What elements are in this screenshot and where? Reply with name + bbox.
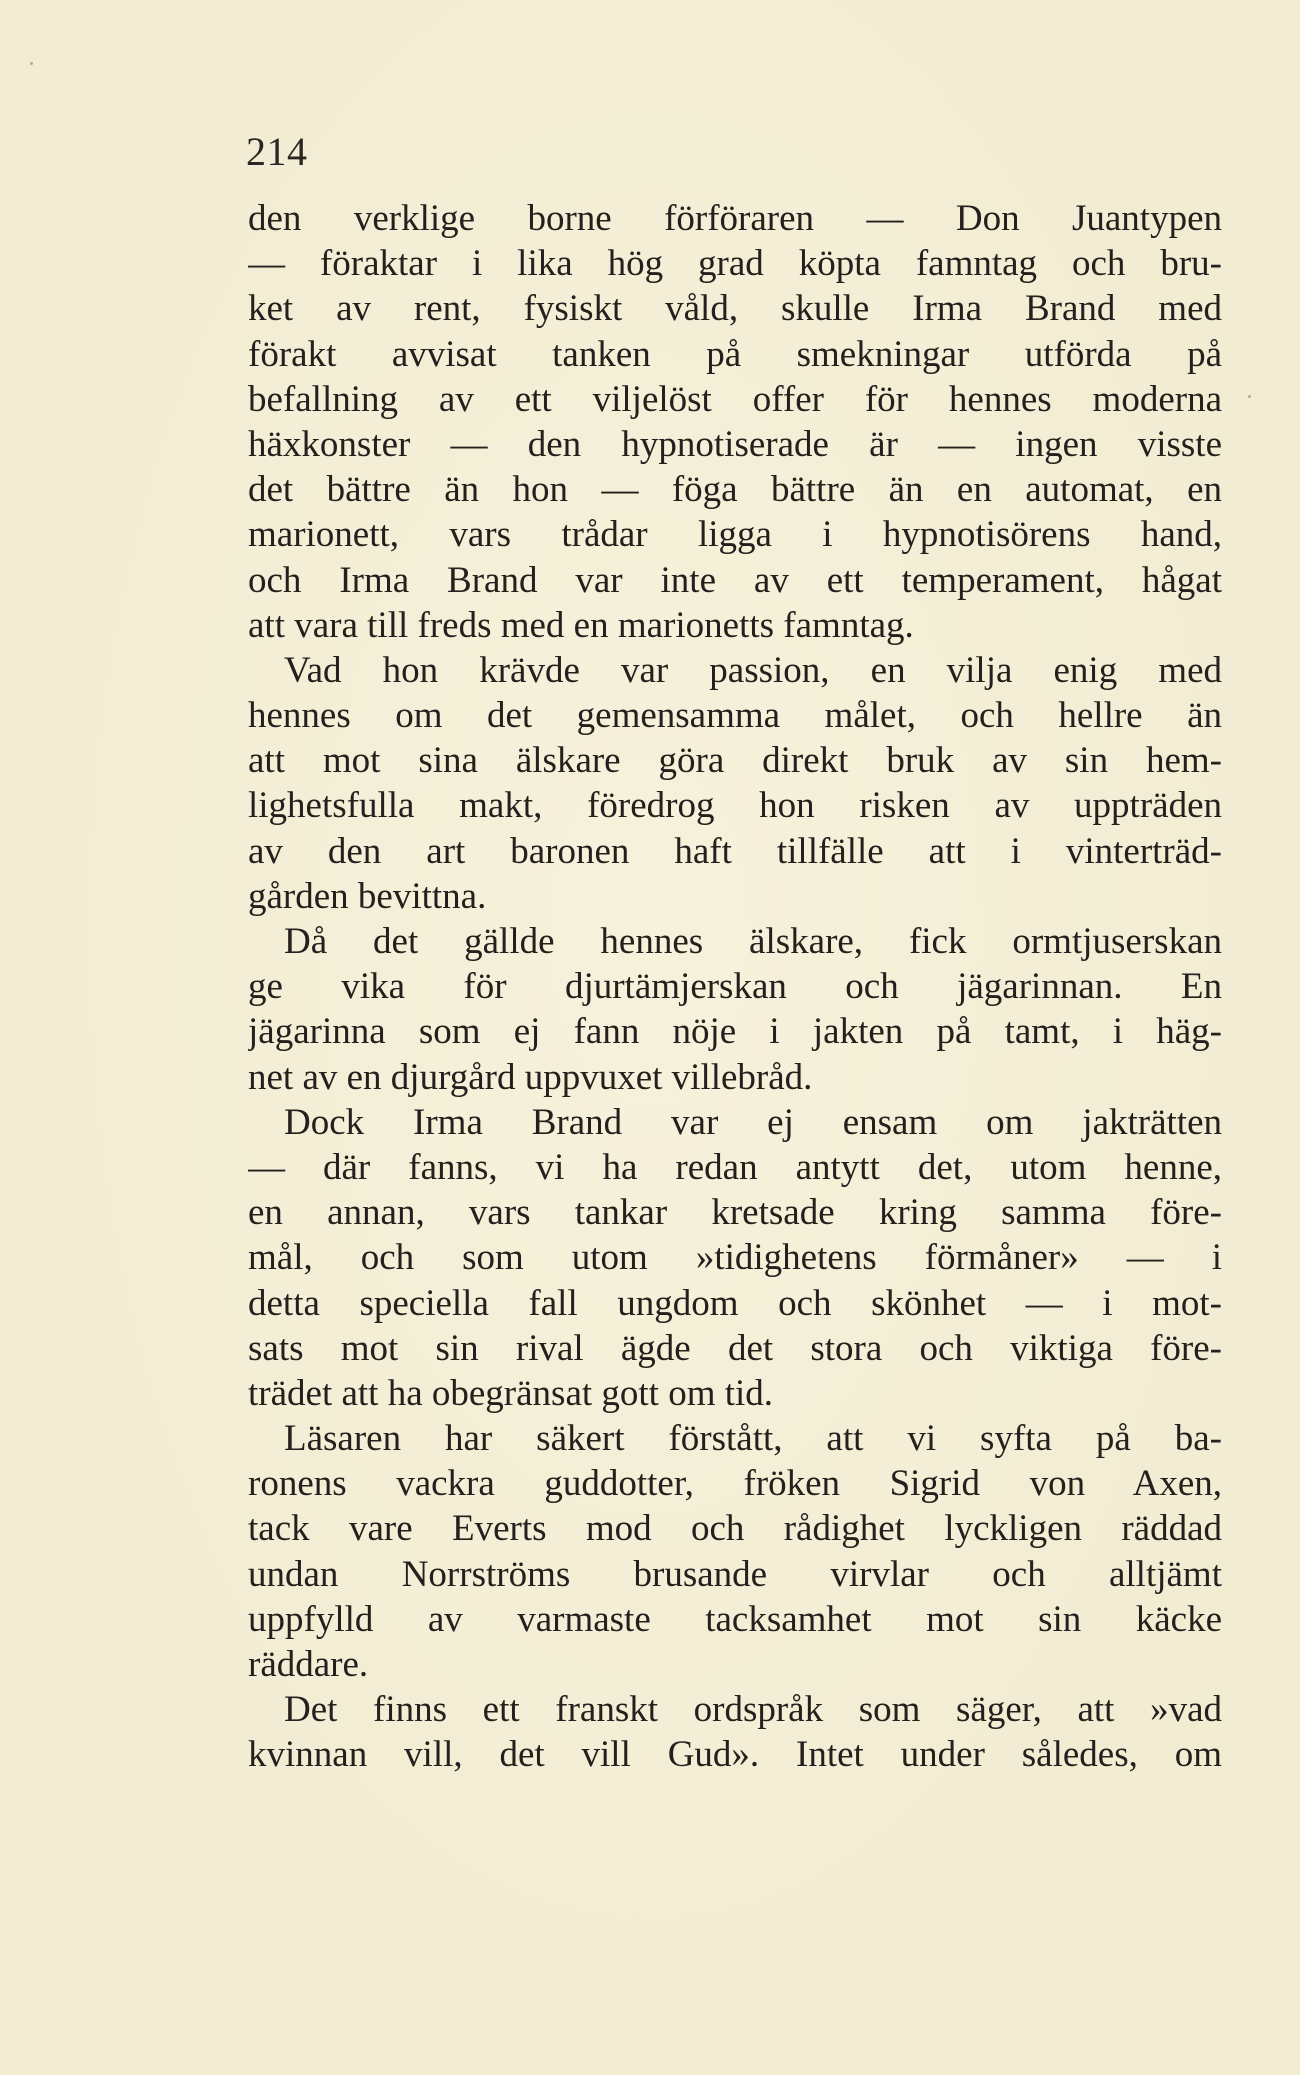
body-text <box>248 196 1222 1778</box>
text-line: ronens vackra guddotter, fröken Sigrid von Axen, <box>248 1463 1222 1505</box>
text-line: räddare. <box>248 1644 369 1685</box>
paper-speck <box>30 62 33 65</box>
text-line: undan Norrströms brusande virvlar och alltjämt <box>248 1553 1222 1595</box>
text-line: tack vare Everts mod och rådighet lyckligen räddad <box>248 1508 1222 1550</box>
text-line: uppfylld av varmaste tacksamhet mot sin käcke <box>248 1598 1222 1640</box>
text-line: ket av rent, fysiskt våld, skulle Irma Brand med <box>248 288 1222 330</box>
page-number: 214 <box>246 129 308 174</box>
text-line: att mot sina älskare göra direkt bruk av sin hem- <box>248 740 1222 782</box>
paper-speck <box>1248 395 1251 398</box>
text-line: det bättre än hon — föga bättre än en automat, en <box>248 469 1222 511</box>
text-line: mål, och som utom »tidighetens förmåner» — i <box>248 1237 1222 1279</box>
text-line: Dock Irma Brand var ej ensam om jakträtten <box>284 1101 1222 1143</box>
text-line: net av en djurgård uppvuxet villebråd. <box>248 1056 813 1098</box>
text-line: lighetsfulla makt, föredrog hon risken av uppträden <box>248 785 1222 827</box>
text-line: förakt avvisat tanken på smekningar utförda på <box>248 333 1222 375</box>
text-line: och Irma Brand var inte av ett temperament, hågat <box>248 559 1222 601</box>
text-line: Vad hon krävde var passion, en vilja enig med <box>284 649 1222 691</box>
text-line: sats mot sin rival ägde det stora och viktiga före- <box>248 1327 1222 1369</box>
text-line: — föraktar i lika hög grad köpta famntag och bru- <box>248 243 1222 285</box>
text-line: ge vika för djurtämjerskan och jägarinnan. En <box>248 966 1222 1008</box>
text-line: den verklige borne förföraren — Don Juantypen <box>248 198 1222 239</box>
text-line: jägarinna som ej fann nöje i jakten på tamt, i häg- <box>248 1011 1222 1053</box>
text-line: trädet att ha obegränsat gott om tid. <box>248 1372 774 1414</box>
text-line: marionett, vars trådar ligga i hypnotisörens hand, <box>248 514 1222 556</box>
text-line: — där fanns, vi ha redan antytt det, utom henne, <box>248 1146 1222 1188</box>
text-line: befallning av ett viljelöst offer för hennes moderna <box>248 378 1222 420</box>
text-line: hennes om det gemensamma målet, och hellre än <box>248 695 1222 737</box>
text-line: detta speciella fall ungdom och skönhet — i mot- <box>248 1282 1222 1324</box>
text-line: en annan, vars tankar kretsade kring samma före- <box>248 1192 1222 1234</box>
text-line: Läsaren har säkert förstått, att vi syfta på ba- <box>284 1418 1222 1460</box>
text-line: gården bevittna. <box>248 875 487 917</box>
text-line: kvinnan vill, det vill Gud». Intet under således, om <box>248 1734 1222 1776</box>
text-line: häxkonster — den hypnotiserade är — ingen visste <box>248 423 1222 465</box>
text-line: av den art baronen haft tillfälle att i vinterträd- <box>248 830 1222 872</box>
text-line: Då det gällde hennes älskare, fick ormtjuserskan <box>284 921 1222 962</box>
text-line: Det finns ett franskt ordspråk som säger, att »vad <box>284 1689 1222 1731</box>
text-line: att vara till freds med en marionetts famntag. <box>248 604 914 646</box>
